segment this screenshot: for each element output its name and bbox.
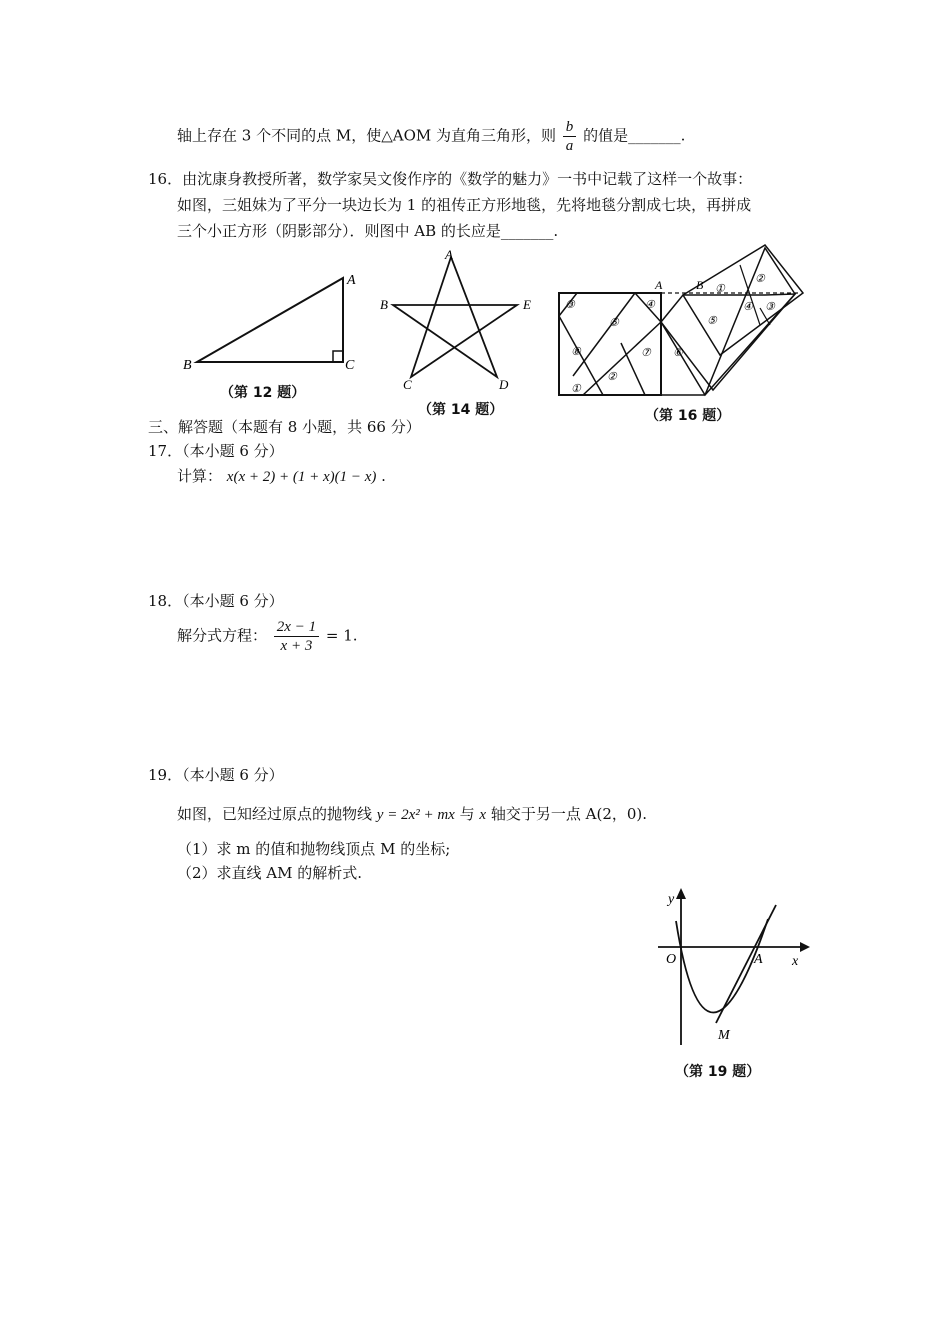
fig16-piece-4: ⑧ [571, 346, 581, 358]
fig16-label-b: B [696, 278, 704, 292]
figure-19 [650, 885, 820, 1055]
q16-line-3: 三个小正方形（阴影部分）．则图中 AB 的长应是_______. [177, 222, 559, 240]
fig16-piece-12: ④ [743, 301, 753, 313]
q19-part-1: （1）求 m 的值和抛物线顶点 M 的坐标; [177, 840, 451, 858]
q19-intro-a: 如图，已知经过原点的抛物线 [177, 805, 373, 823]
q16-line-1: 16．由沈康身教授所著，数学家吴文俊作序的《数学的魅力》一书中记载了这样一个故事： [148, 170, 753, 188]
fig16-piece-5: ⑦ [641, 347, 651, 359]
q18-frac-den: x + 3 [280, 638, 313, 654]
q19-part-2: （2）求直线 AM 的解析式. [177, 864, 363, 882]
q19-equation: y = 2x² + mx [376, 807, 455, 823]
q17-body [177, 465, 386, 488]
fig16-piece-1: ③ [565, 299, 575, 311]
q18-body [177, 618, 358, 655]
fig16-piece-13: ③ [765, 301, 775, 313]
q15-fraction [563, 118, 577, 155]
q19-intro-c: 轴交于另一点 A(2，0). [490, 805, 648, 823]
q15-line [177, 118, 685, 155]
section-3-heading: 三、解答题（本题有 8 小题，共 66 分） [148, 418, 421, 436]
fig16-piece-6: ⑥ [673, 347, 683, 359]
fig16-piece-11: ② [755, 273, 765, 285]
fig12-label-c: C [345, 358, 355, 373]
q15-frac-den: a [565, 138, 574, 154]
q15-text-pre: 轴上存在 3 个不同的点 M，使△AOM 为直角三角形，则 [177, 126, 557, 145]
q18-header: 18．（本小题 6 分） [148, 592, 284, 610]
fig19-label-m: M [718, 1028, 730, 1043]
fig16-piece-10: ① [715, 283, 725, 295]
fig16-label-a: A [655, 278, 663, 292]
fig19-caption: （第 19 题） [675, 1064, 761, 1080]
figure-14 [375, 245, 545, 395]
q18-prompt: 解分式方程： [177, 626, 268, 645]
fig16-piece-3: ⑤ [609, 317, 619, 329]
fig14-label-d: D [499, 377, 509, 392]
q19-intro-b: 与 [459, 805, 475, 823]
q19-header: 19．（本小题 6 分） [148, 766, 284, 784]
fig19-label-x: x [792, 954, 799, 969]
fig14-label-c: C [403, 377, 412, 392]
fig16-piece-7: ② [607, 371, 617, 383]
fig12-label-a: A [347, 273, 356, 288]
q16-line-2: 如图，三姐妹为了平分一块边长为 1 的祖传正方形地毯，先将地毯分割成七块，再拼成 [177, 196, 752, 214]
fig16-caption: （第 16 题） [645, 408, 731, 424]
fig19-label-y: y [668, 892, 675, 907]
fig12-caption: （第 12 题） [220, 385, 306, 401]
q17-header: 17．（本小题 6 分） [148, 442, 284, 460]
fig16-piece-9: ⑤ [707, 315, 717, 327]
fig16-piece-8: ① [571, 383, 581, 395]
fig14-label-b: B [380, 297, 388, 312]
q19-intro [177, 803, 647, 826]
q15-frac-num: b [563, 118, 577, 137]
fig14-label-a: A [445, 247, 453, 262]
fig12-label-b: B [183, 358, 192, 373]
q19-intro-x: x [479, 807, 487, 823]
q17-expression: x(x + 2) + (1 + x)(1 − x) [226, 469, 377, 485]
fig19-label-a: A [754, 952, 763, 967]
q17-end: . [381, 467, 386, 485]
q15-text-post: 的值是_______. [583, 126, 686, 145]
fig14-label-e: E [523, 297, 531, 312]
q18-rhs: = 1. [325, 626, 358, 645]
figure-16 [555, 240, 810, 405]
fig16-piece-2: ④ [645, 299, 655, 311]
q17-prompt: 计算： [177, 467, 223, 485]
q18-fraction [274, 618, 319, 655]
figure-12 [175, 265, 375, 375]
q18-frac-num: 2x − 1 [274, 618, 319, 637]
fig19-label-o: O [666, 952, 677, 967]
fig14-caption: （第 14 题） [418, 402, 504, 418]
